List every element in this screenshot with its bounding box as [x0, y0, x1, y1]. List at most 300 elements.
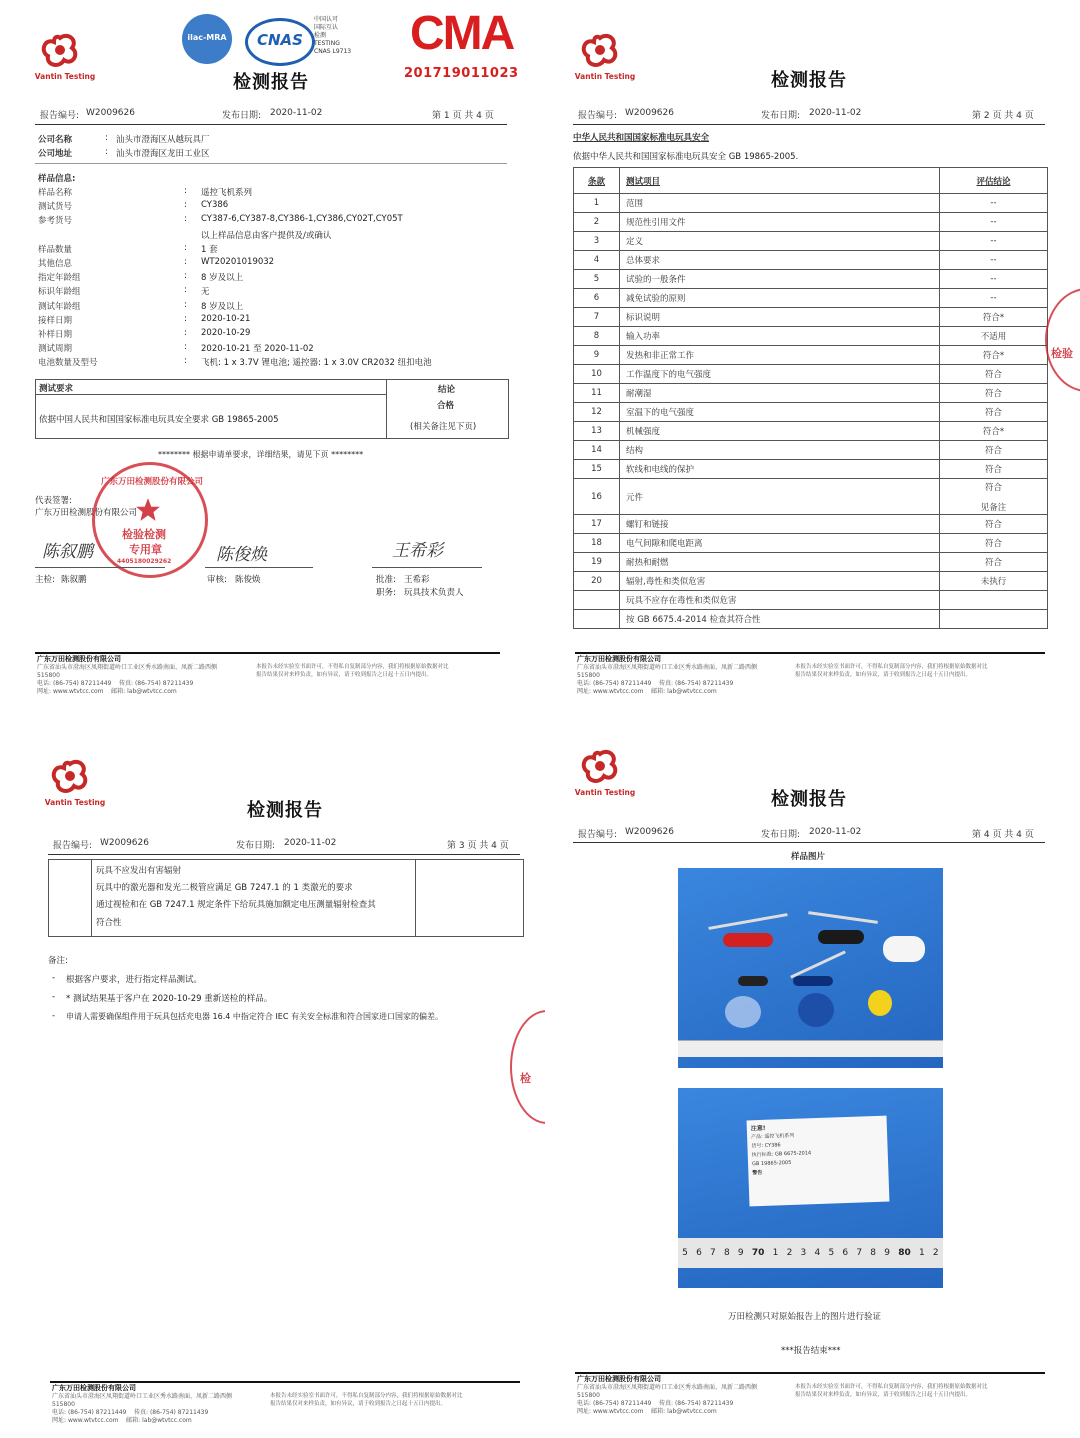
clause-number: 17	[574, 515, 620, 534]
company-address: 汕头市澄海区龙田工业区	[116, 149, 210, 159]
clause-result	[940, 365, 1048, 384]
clause-number: 19	[574, 553, 620, 572]
clause-result	[940, 251, 1048, 270]
report-number: W2009626	[625, 827, 674, 837]
cnas-line: 国际互认	[314, 24, 339, 31]
requirement-header: 测试要求	[39, 384, 74, 394]
vantin-logo	[570, 30, 640, 84]
clause-number: 14	[574, 441, 620, 460]
page-indicator: 第 2 页 共 4 页	[972, 111, 1034, 121]
sample-photo-label	[678, 1088, 943, 1288]
report-number-label: 报告编号:	[578, 111, 618, 121]
issue-date: 2020-11-02	[284, 838, 337, 848]
requirement-text: 依据中国人民共和国国家标准电玩具安全要求 GB 19865-2005	[39, 415, 279, 425]
colon: :	[105, 147, 108, 157]
remarks-label: 备注:	[48, 956, 68, 966]
clause-result	[940, 610, 1048, 629]
clause-result	[940, 441, 1048, 460]
cnas-line: CNAS L9713	[314, 48, 352, 55]
page-indicator: 第 1 页 共 4 页	[432, 111, 494, 121]
label-title: 注意!	[750, 1124, 766, 1133]
sample-field-label: 电池数量及型号	[38, 358, 98, 369]
table-row	[574, 289, 1048, 308]
table-row	[574, 553, 1048, 572]
result-value: 符合	[984, 558, 1002, 568]
signature-approver: 王希彩	[392, 541, 443, 561]
table-row	[574, 460, 1048, 479]
company-name-label: 公司名称	[38, 135, 73, 145]
clause-item: 螺钉和链接	[620, 515, 940, 534]
clause-number: 7	[574, 308, 620, 327]
footer-rule	[575, 1372, 1045, 1374]
issue-date-label: 发布日期:	[761, 830, 801, 840]
disclaimer-line: 报告结果仅对来样负责，如有异议，请于收到报告之日起十五日内提出。	[270, 1401, 447, 1407]
clause-item: 电气间隙和爬电距离	[620, 534, 940, 553]
sample-field-value: CY386	[201, 200, 229, 211]
sample-field-label: 样品数量	[38, 244, 73, 255]
clause-item: 标识说明	[620, 308, 940, 327]
sample-field-label: 标识年龄组	[38, 287, 81, 298]
result-value: 符合*	[982, 351, 1005, 361]
clause-number: 11	[574, 384, 620, 403]
issue-date: 2020-11-02	[809, 827, 862, 837]
result-value: --	[990, 293, 997, 303]
footer-mail-label: 邮箱:	[651, 1408, 666, 1415]
sample-field-value: 遥控飞机系列	[201, 188, 253, 198]
cnas-text-block	[314, 16, 351, 56]
clause-number: 16	[574, 479, 620, 515]
signature-reviewer: 陈俊焕	[216, 545, 267, 565]
clause-line: 符合性	[96, 918, 122, 928]
issue-date-label: 发布日期:	[222, 111, 262, 121]
remote-controller	[883, 936, 925, 962]
clause-number: 18	[574, 534, 620, 553]
chief-name: 陈叙鹏	[61, 575, 87, 585]
sample-field-value: WT20201019032	[201, 257, 275, 267]
footer-address: 广东省汕头市澄海区凤翔街道岭口工业区秀水路南面、凤新二路西侧	[52, 1393, 233, 1400]
bullet: -	[52, 973, 56, 983]
vantin-logo	[40, 756, 110, 810]
standard-title: 中华人民共和国国家标准电玩具安全	[573, 133, 710, 143]
remark-item: 根据客户要求，进行指定样品测试。	[66, 975, 203, 985]
colon: :	[105, 133, 108, 143]
colon: :	[184, 186, 187, 196]
seal-type-text: 专用章	[129, 543, 162, 556]
footer-company: 广东万田检测股份有限公司	[577, 655, 661, 663]
colon: :	[184, 313, 187, 324]
result-value: --	[990, 236, 997, 246]
clause-line: 玩具不应发出有害辐射	[96, 866, 182, 876]
footer-tel: (86-754) 87211449	[592, 680, 652, 687]
clause-number: 10	[574, 365, 620, 384]
ruler-number: 6	[842, 1248, 849, 1258]
clause-result	[940, 194, 1048, 213]
ruler	[678, 1040, 943, 1057]
seal-company-text: 广东万田检测股份有限公司	[101, 477, 204, 487]
footer-fax-label: 传真:	[133, 1409, 149, 1416]
clause-item: 辐射,毒性和类似危害	[620, 572, 940, 591]
footer-tel-label: 电话:	[577, 680, 592, 687]
edge-seal	[510, 1010, 545, 1124]
result-value: 符合*	[982, 313, 1005, 323]
duty-label: 职务:	[376, 588, 396, 598]
result-value: 符合	[984, 465, 1002, 475]
vantin-logo-icon	[580, 30, 620, 70]
sample-field-label: 样品名称	[38, 188, 73, 198]
sample-field-value: 无	[201, 287, 210, 298]
table-row	[574, 194, 1048, 213]
photo-note: 万田检测只对原始报告上的图片进行验证	[728, 1312, 882, 1322]
bullet: -	[52, 992, 56, 1002]
footer-web: www.wtvtcc.com	[592, 1408, 644, 1415]
result-value: 符合	[984, 370, 1002, 380]
ruler-number: 4	[814, 1248, 821, 1258]
clause-item: 室温下的电气强度	[620, 403, 940, 422]
report-number: W2009626	[625, 108, 674, 118]
result-value: --	[990, 198, 997, 208]
clause-number: 12	[574, 403, 620, 422]
sample-field-value: 以上样品信息由客户提供及/或确认	[201, 230, 332, 241]
sig-line	[205, 567, 313, 568]
footer-company: 广东万田检测股份有限公司	[52, 1384, 136, 1392]
sample-field-value: 1 套	[201, 244, 218, 255]
report-title: 检测报告	[233, 72, 309, 93]
sig-line	[372, 567, 482, 568]
approver-role: 批准:	[376, 575, 396, 585]
clause-item: 减免试验的原则	[620, 289, 940, 308]
clause-line: 通过视检和在 GB 7247.1 规定条件下给玩具施加额定电压测量辐射检查其	[96, 900, 376, 910]
clause-result	[940, 327, 1048, 346]
clause-result	[940, 232, 1048, 251]
header-rule	[48, 854, 520, 855]
ilac-mra-mark	[182, 14, 232, 64]
footer-disclaimer	[795, 663, 988, 679]
ruler-number: 5	[682, 1248, 688, 1258]
duty-value: 玩具技术负责人	[404, 588, 464, 598]
clause-result	[940, 422, 1048, 441]
result-value: 符合*	[982, 427, 1005, 437]
clause-result	[940, 308, 1048, 327]
clause-number: 5	[574, 270, 620, 289]
helicopter-red	[723, 933, 773, 947]
sig-line	[35, 567, 165, 568]
ruler-number: 3	[800, 1248, 807, 1258]
report-title: 检测报告	[771, 70, 847, 91]
company-name: 汕头市澄海区从越玩具厂	[116, 135, 210, 145]
footer-web: www.wtvtcc.com	[52, 688, 104, 695]
result-value: --	[990, 274, 997, 284]
sample-field-value: 2020-10-21 至 2020-11-02	[201, 344, 314, 355]
clause-item: 耐潮湿	[620, 384, 940, 403]
footer-left	[577, 655, 757, 696]
colon: :	[184, 299, 187, 310]
sample-field-value: 8 岁及以上	[201, 301, 244, 312]
photos-title: 样品图片	[791, 852, 826, 862]
approver-name: 王希彩	[404, 575, 430, 585]
clause-number: 1	[574, 194, 620, 213]
ruler-number: 6	[696, 1248, 702, 1258]
colon: :	[184, 356, 187, 367]
clause-result	[940, 460, 1048, 479]
helicopter-blue	[793, 976, 833, 986]
result-header: 结论	[438, 385, 456, 395]
header-clause: 条款	[574, 168, 620, 194]
clause-result	[940, 515, 1048, 534]
cma-mark: CMA	[410, 7, 514, 60]
clause-item: 输入功率	[620, 327, 940, 346]
footer-web-label: 网址:	[577, 688, 592, 695]
report-page-2	[545, 0, 1080, 710]
disclaimer-line: 报告结果仅对来样负责，如有异议，请于收到报告之日起十五日内提出。	[256, 672, 433, 678]
sample-field-value: CY387-6,CY387-8,CY386-1,CY386,CY02T,CY05T	[201, 214, 403, 225]
report-title: 检测报告	[771, 789, 847, 810]
box-divider	[415, 860, 416, 936]
clause-table	[573, 167, 1048, 629]
clause-item: 按 GB 6675.4-2014 检查其符合性	[620, 610, 940, 629]
ruler-number: 5	[828, 1248, 835, 1258]
rule	[35, 163, 507, 164]
footer-address: 广东省汕头市澄海区凤翔街道岭口工业区秀水路南面、凤新二路西侧	[577, 664, 758, 671]
clause-result	[940, 479, 1048, 515]
ball-toy	[725, 996, 761, 1028]
table-row	[574, 251, 1048, 270]
remark-item: 申请人需要确保组件用于玩具包括充电器 16.4 中指定符合 IEC 有关安全标准和符合国家进口国家的偏差。	[66, 1012, 443, 1021]
seal-text: 检验	[1051, 347, 1073, 360]
table-row	[574, 213, 1048, 232]
clause-item: 耐热和耐燃	[620, 553, 940, 572]
clause-number: 3	[574, 232, 620, 251]
vantin-logo-icon	[40, 30, 80, 70]
issue-date-label: 发布日期:	[761, 111, 801, 121]
label-card	[747, 1116, 890, 1207]
brand-name: Vantin Testing	[574, 72, 636, 81]
sample-photo-toys	[678, 868, 943, 1068]
vantin-logo	[570, 746, 640, 800]
footer-postcode: 515800	[52, 1401, 75, 1408]
helicopter-black	[818, 930, 864, 944]
rotor	[790, 950, 846, 978]
clause-item: 软线和电线的保护	[620, 460, 940, 479]
label-line: 产品: 遥控飞机系列	[751, 1132, 795, 1141]
label-line: 警告	[752, 1169, 763, 1177]
seal-code: 4405180029262	[117, 558, 172, 565]
clause-item: 试验的一般条件	[620, 270, 940, 289]
table-row	[574, 572, 1048, 591]
footer-web: www.wtvtcc.com	[592, 688, 644, 695]
remark-item: * 测试结果基于客户在 2020-10-29 重新送检的样品。	[66, 994, 273, 1004]
result-value: --	[990, 255, 997, 265]
vantin-logo	[30, 30, 100, 84]
clause-number: 15	[574, 460, 620, 479]
label-line: GB 19865-2005	[751, 1159, 792, 1168]
clause-rows	[574, 194, 1048, 629]
clause-result	[940, 553, 1048, 572]
report-number-label: 报告编号:	[578, 830, 618, 840]
ruler-number: 9	[884, 1248, 890, 1258]
ilac-mra-label: ilac-MRA	[187, 33, 227, 42]
result-value: 符合	[984, 446, 1002, 456]
issue-date: 2020-11-02	[270, 108, 323, 118]
header-rule	[573, 842, 1045, 843]
clause-result	[940, 384, 1048, 403]
footer-left	[577, 1375, 757, 1416]
clause-number: 2	[574, 213, 620, 232]
box-divider	[91, 860, 92, 936]
clause-item: 规范性引用文件	[620, 213, 940, 232]
footer-fax: (86-754) 87211439	[674, 1400, 734, 1407]
helicopter-small	[738, 976, 768, 986]
standard-line: 依据中华人民共和国国家标准电玩具安全 GB 19865-2005.	[573, 152, 799, 162]
radiation-clause-box	[48, 859, 524, 937]
clause-number	[574, 610, 620, 629]
clause-result	[940, 591, 1048, 610]
footer-address: 广东省汕头市澄海区凤翔街道岭口工业区秀水路南面、凤新二路西侧	[37, 664, 218, 671]
rotor	[708, 913, 787, 930]
ruler-number: 2	[932, 1248, 939, 1258]
table-row	[574, 591, 1048, 610]
footer-address: 广东省汕头市澄海区凤翔街道岭口工业区秀水路南面、凤新二路西侧	[577, 1384, 758, 1391]
footer-disclaimer	[256, 663, 449, 679]
colon: :	[184, 328, 187, 338]
report-number: W2009626	[100, 838, 149, 848]
clause-item: 结构	[620, 441, 940, 460]
clause-number: 4	[574, 251, 620, 270]
colon: :	[184, 271, 187, 282]
edge-seal	[1045, 288, 1080, 392]
report-page-3	[0, 730, 545, 1438]
colon: :	[184, 214, 187, 225]
clause-item: 元件	[620, 479, 940, 515]
footer-tel: (86-754) 87211449	[52, 680, 112, 687]
clause-number	[574, 591, 620, 610]
table-row	[574, 534, 1048, 553]
signed-company: 广东万田检测股份有限公司	[35, 508, 138, 518]
footer-left	[37, 655, 217, 696]
table-row	[574, 422, 1048, 441]
footer-tel-label: 电话:	[577, 1400, 592, 1407]
sample-field-value: 2020-10-29	[201, 328, 251, 338]
cma-number: 201719011023	[404, 66, 519, 81]
clause-item: 范围	[620, 194, 940, 213]
sample-field-label: 其他信息	[38, 259, 73, 269]
ruler-number: 70	[751, 1248, 765, 1258]
report-number-label: 报告编号:	[53, 841, 93, 851]
disclaimer-line: 报告结果仅对来样负责，如有异议，请于收到报告之日起十五日内提出。	[795, 1392, 972, 1398]
table-row	[574, 384, 1048, 403]
label-line: 执行标准: GB 6675-2014	[751, 1150, 812, 1159]
sample-info-label: 样品信息:	[38, 174, 76, 184]
table-row	[574, 365, 1048, 384]
disclaimer-line: 报告结果仅对来样负责，如有异议，请于收到报告之日起十五日内提出。	[795, 672, 972, 678]
header-rule	[35, 124, 507, 125]
company-address-label: 公司地址	[38, 149, 73, 159]
clause-item: 发热和非正常工作	[620, 346, 940, 365]
footer-company: 广东万田检测股份有限公司	[577, 1375, 661, 1383]
footer-mail-label: 邮箱:	[126, 1417, 141, 1424]
ruler-number: 8	[723, 1248, 730, 1258]
report-page-4	[545, 722, 1080, 1438]
brand-name: Vantin Testing	[574, 788, 636, 797]
clause-result	[940, 289, 1048, 308]
footer-tel-label: 电话:	[37, 680, 52, 687]
footer-mail-label: 邮箱:	[651, 688, 666, 695]
footer-fax-label: 传真:	[658, 1400, 674, 1407]
clause-result	[940, 270, 1048, 289]
chief-role: 主检:	[35, 575, 55, 585]
sample-field-label: 接样日期	[38, 315, 73, 326]
ruler	[678, 1238, 943, 1268]
footer-fax: (86-754) 87211439	[674, 680, 734, 687]
table-row	[574, 403, 1048, 422]
sample-field-label: 测试周期	[38, 344, 73, 355]
header-item: 测试项目	[620, 168, 940, 194]
result-extra: 见备注	[980, 502, 1007, 513]
clause-number: 13	[574, 422, 620, 441]
table-row	[574, 610, 1048, 629]
table-row	[574, 515, 1048, 534]
result-value: 未执行	[980, 577, 1007, 587]
inspection-seal	[92, 462, 208, 578]
result-value: --	[990, 217, 997, 227]
issue-date-label: 发布日期:	[236, 841, 276, 851]
brand-name: Vantin Testing	[44, 798, 106, 807]
table-row	[574, 327, 1048, 346]
footer-disclaimer	[270, 1392, 463, 1408]
footer-web: www.wtvtcc.com	[67, 1417, 119, 1424]
clause-item: 总体要求	[620, 251, 940, 270]
cnas-line: TESTING	[314, 40, 340, 47]
disclaimer-line: 本报告未经实验室书面许可，不得私自复制部分内容，我们将根据原始数据对比	[256, 664, 449, 670]
rotor	[808, 911, 878, 924]
table-row	[574, 479, 1048, 515]
footer-tel: (86-754) 87211449	[67, 1409, 127, 1416]
result-value: 符合	[984, 482, 1002, 493]
ruler-number: 1	[772, 1248, 779, 1258]
reviewer-name: 陈俊焕	[235, 575, 261, 585]
sample-field-label: 指定年龄组	[38, 273, 81, 284]
table-row	[574, 270, 1048, 289]
footer-web-label: 网址:	[52, 1417, 67, 1424]
clause-line: 玩具中的激光器和发光二极管应满足 GB 7247.1 的 1 类激光的要求	[96, 883, 353, 893]
report-end: ***报告结束***	[781, 1346, 841, 1356]
sample-field-value: 8 岁及以上	[201, 273, 244, 284]
report-title: 检测报告	[247, 800, 323, 821]
clause-item: 工作温度下的电气强度	[620, 365, 940, 384]
seal-star-icon	[135, 497, 161, 523]
footer-rule	[50, 1381, 520, 1383]
clause-result	[940, 403, 1048, 422]
clause-number: 20	[574, 572, 620, 591]
footer-postcode: 515800	[577, 672, 600, 679]
ruler-number: 1	[918, 1248, 925, 1258]
footer-web-label: 网址:	[577, 1408, 592, 1415]
result-value: 符合	[984, 408, 1002, 418]
footer-disclaimer	[795, 1383, 988, 1399]
cnas-line: 检测	[314, 32, 327, 39]
result-value: 符合	[984, 389, 1002, 399]
signed-for-label: 代表签署:	[35, 496, 72, 506]
ruler-number: 2	[786, 1248, 793, 1258]
sample-field-label: 测试年龄组	[38, 301, 81, 312]
result-value: 合格	[437, 401, 455, 411]
colon: :	[184, 257, 187, 267]
report-number-label: 报告编号:	[40, 111, 80, 121]
note-line: ******** 根据申请单要求，详细结果，请见下页 ********	[158, 450, 364, 459]
disclaimer-line: 本报告未经实验室书面许可，不得私自复制部分内容，我们将根据原始数据对比	[795, 1384, 988, 1390]
footer-rule	[575, 652, 1045, 654]
result-value: 不适用	[980, 332, 1007, 342]
footer-fax-label: 传真:	[118, 680, 134, 687]
